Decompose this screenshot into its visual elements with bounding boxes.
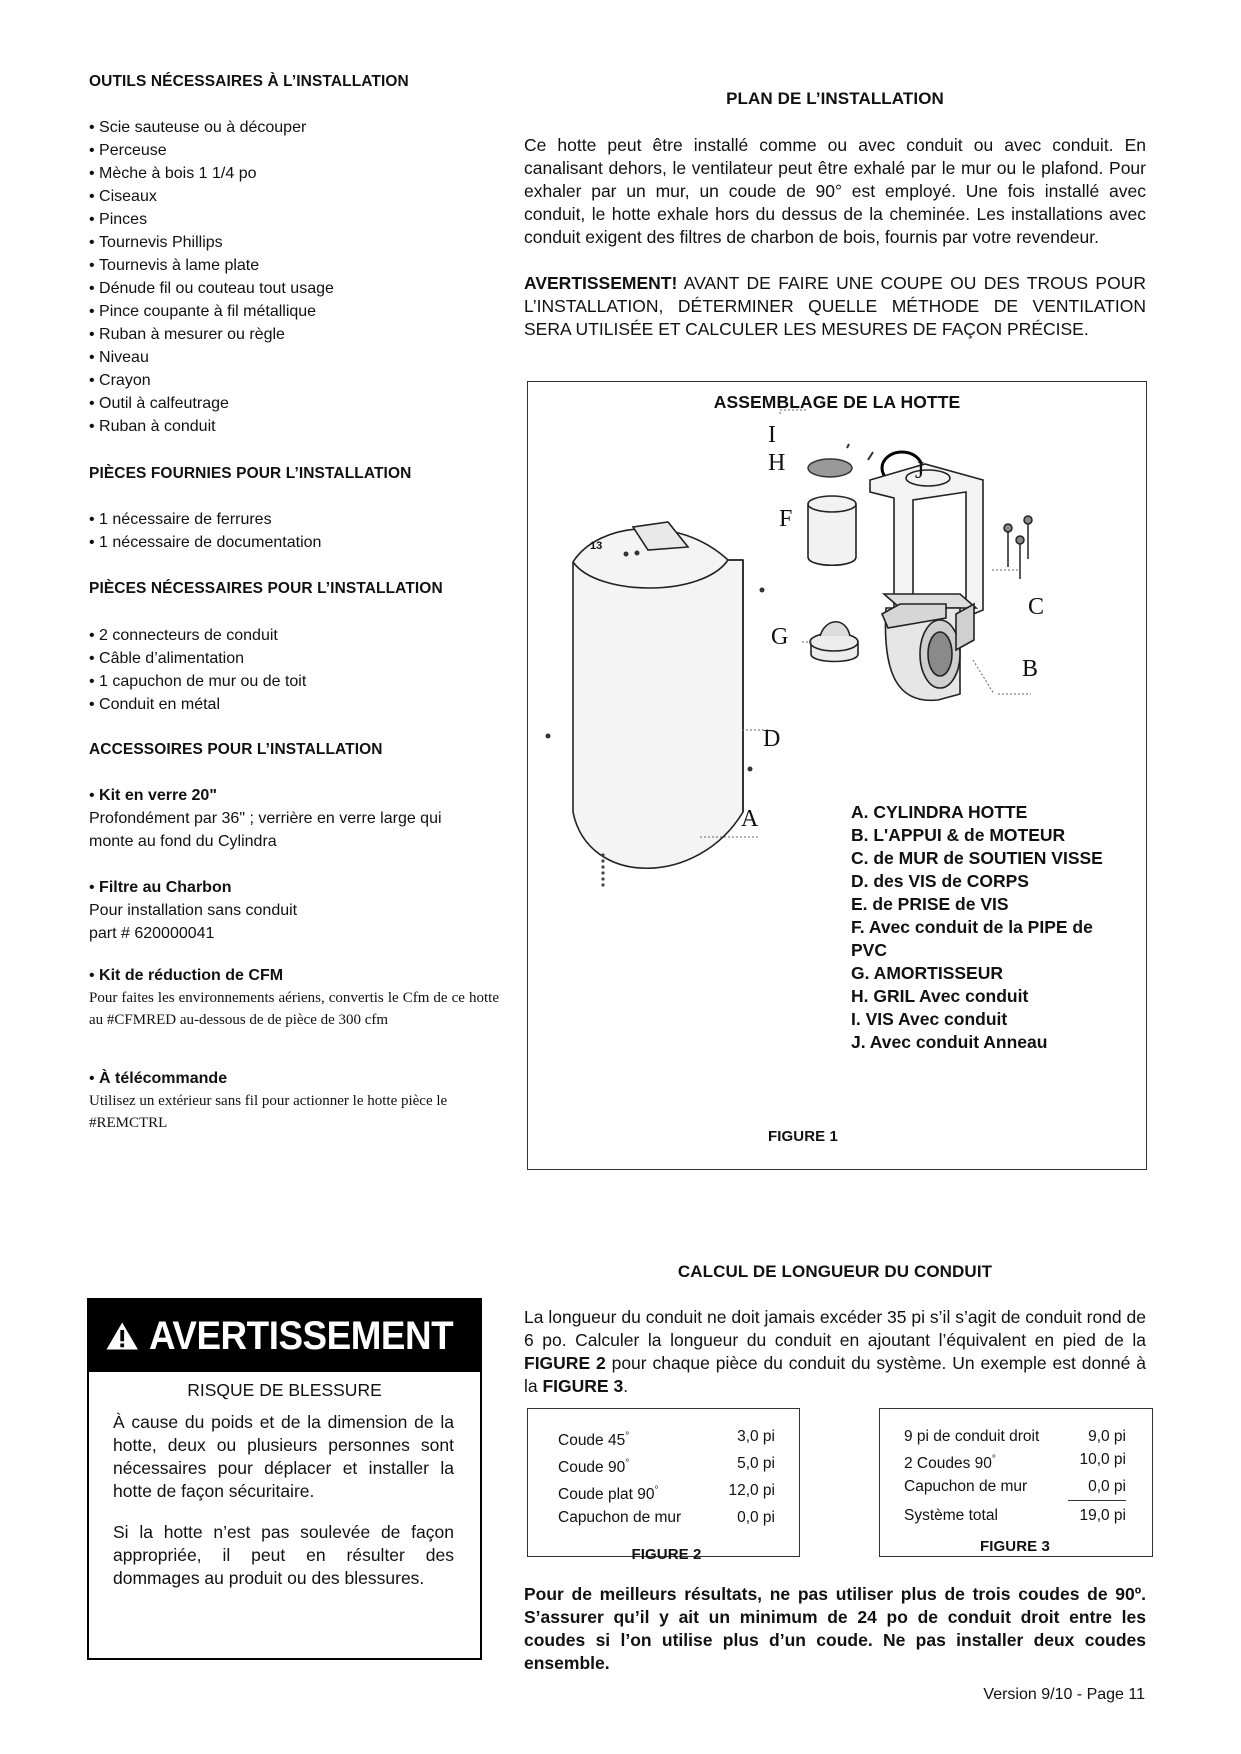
figure3-total [904,1504,1126,1527]
acc2-line2: part # 620000041 [89,925,215,942]
label-13: 13 [590,540,603,552]
acc1-text: Profondément par 36" ; verrière en verre large qui monte au fond du Cylindra [89,810,442,850]
row-label: Coude 45° [558,1431,630,1450]
legend-item: B. L'APPUI & de MOTEUR [851,825,1066,845]
row-value: 12,0 pi [728,1482,775,1500]
legend-item: H. GRIL Avec conduit [851,986,1029,1006]
label-c: C [1028,594,1045,620]
accessory-remote: • À télécommande Utilisez un extérieur sans fil pour actionner le hotte pièce le #REMCTRL [89,1067,499,1134]
warning-para2: Si la hotte n’est pas soulevée de façon appropriée, il peut en résulter des dommages au produit ou des blessures. [113,1522,454,1588]
total-value: 19,0 pi [1079,1507,1126,1525]
tools-list [89,116,469,438]
row-value: 0,0 pi [737,1509,775,1527]
label-f: F [779,506,793,532]
accessories-heading: ACCESSOIRES POUR L’INSTALLATION [89,741,383,758]
tool-item: • Tournevis à lame plate [89,254,469,277]
supplied-list [89,508,469,554]
tool-item: • Pince coupante à fil métallique [89,300,469,323]
legend-item: I. VIS Avec conduit [851,1009,1008,1029]
tool-item: • Tournevis Phillips [89,231,469,254]
row-value: 10,0 pi [1079,1451,1126,1468]
row-value: 3,0 pi [737,1428,775,1445]
legend-item: E. de PRISE de VIS [851,894,1009,914]
tool-item: • Scie sauteuse ou à découper [89,116,469,139]
tool-item: • Niveau [89,346,469,369]
row-value: 9,0 pi [1088,1428,1126,1445]
warning-para1: À cause du poids et de la dimension de la hotte, deux ou plusieurs personnes sont nécessaires pour déplacer et installer la hotte de façon sécuritaire. [113,1412,454,1501]
tools-heading: OUTILS NÉCESSAIRES À L’INSTALLATION [89,73,409,90]
legend-item: D. des VIS de CORPS [851,871,1029,891]
figure3-rows [904,1425,1126,1498]
label-b: B [1022,656,1039,682]
accessory-cfm-kit: • Kit de réduction de CFM Pour faites les environnements aériens, convertis le Cfm de ce hotte au #CFMRED au-dessous de de pièce de 300 cfm [89,964,499,1031]
duct-bold-note: Pour de meilleurs résultats, ne pas utiliser plus de trois coudes de 90º. S’assurer qu’il y ait un minimum de 24 po de conduit droit entre les coudes si l’on utilise plus d’un coude. Ne pas installer deux coudes ensemble. [524,1584,1146,1673]
acc3-title: Kit de réduction de CFM [99,967,284,984]
label-h: H [768,450,786,476]
figure2-box [527,1408,800,1564]
required-list [89,624,469,716]
table-row [558,1506,775,1529]
legend-item: J. Avec conduit Anneau [851,1032,1048,1052]
label-i: I [768,422,776,448]
row-value: 0,0 pi [1088,1478,1126,1496]
label-a: A [741,806,759,832]
motor-bracket-part [870,464,983,700]
acc1-title: Kit en verre 20" [99,787,217,804]
supplied-heading: PIÈCES FOURNIES POUR L’INSTALLATION [89,465,412,482]
row-value: 5,0 pi [737,1455,775,1473]
total-rule [1068,1500,1126,1501]
supplied-item: • 1 nécessaire de documentation [89,531,469,554]
figure2-rows [558,1425,775,1529]
duct-text: La longueur du conduit ne doit jamais excéder 35 pi s’il s’agit de conduit rond de 6 po. Calculer la longueur du conduit en ajoutant l’équivalent en pied de la FIGURE 2 pour chaque pièce du conduit du système. Un exemple est donné à la FIGURE 3. [524,1307,1146,1396]
warning-lead: AVERTISSEMENT! [524,273,678,293]
tool-item: • Ruban à conduit [89,415,469,438]
acc2-title: Filtre au Charbon [99,879,232,896]
row-label: Coude plat 90° [558,1485,659,1504]
grill-part [808,459,852,477]
required-item: • 2 connecteurs de conduit [89,624,469,647]
acc4-text: Utilisez un extérieur sans fil pour actionner le hotte pièce le #REMCTRL [89,1093,448,1131]
table-row [558,1425,775,1452]
tool-item: • Dénude fil ou couteau tout usage [89,277,469,300]
warning-triangle-icon [105,1316,139,1356]
tool-item: • Ciseaux [89,185,469,208]
table-row [558,1452,775,1479]
tool-item: • Perceuse [89,139,469,162]
row-label: 9 pi de conduit droit [904,1428,1040,1445]
figure1-caption: FIGURE 1 [768,1128,838,1145]
install-warning [524,272,1146,341]
accessory-charcoal-filter: • Filtre au Charbon Pour installation sans conduit part # 620000041 [89,876,509,945]
acc3-text: Pour faites les environnements aériens, convertis le Cfm de ce hotte au #CFMRED au-dessous de de pièce de 300 cfm [89,990,499,1028]
row-label: 2 Coudes 90° [904,1454,996,1473]
accessory-glass-kit: • Kit en verre 20" Profondément par 36" ; verrière en verre large qui monte au fond du Cylindra [89,784,509,853]
tool-item: • Pinces [89,208,469,231]
warning-title: AVERTISSEMENT [149,1313,454,1358]
duct-heading: CALCUL DE LONGUEUR DU CONDUIT [677,1262,993,1281]
warning-box [87,1298,482,1660]
legend-item: C. de MUR de SOUTIEN VISSE [851,848,1103,868]
warning-text: AVANT DE FAIRE UNE COUPE OU DES TROUS POUR L’INSTALLATION, DÉTERMINER QUELLE MÉTHODE DE VENTILATION SERA UTILISÉE ET CALCULER LES MESURES DE FAÇON PRÉCISE. [524,273,1146,339]
row-label: Capuchon de mur [558,1509,682,1527]
legend-item: G. AMORTISSEUR [851,963,1003,983]
legend-item: F. Avec conduit de la PIPE de PVC [851,917,1093,960]
figure1-legend [851,801,1121,1054]
required-item: • Câble d’alimentation [89,647,469,670]
acc2-line1: Pour installation sans conduit [89,902,298,919]
acc4-title: À télécommande [99,1070,228,1087]
tool-item: • Mèche à bois 1 1/4 po [89,162,469,185]
table-row [904,1475,1126,1498]
tool-item: • Outil à calfeutrage [89,392,469,415]
figure2-caption: FIGURE 2 [631,1546,702,1564]
damper-part [810,622,858,662]
table-row [558,1479,775,1506]
warning-banner [89,1300,480,1372]
label-g: G [771,624,789,650]
table-row [904,1425,1126,1448]
label-d: D [763,726,781,752]
page-footer: Version 9/10 - Page 11 [983,1686,1145,1703]
row-label: Coude 90° [558,1458,630,1477]
supplied-item: • 1 nécessaire de ferrures [89,508,469,531]
figure3-caption: FIGURE 3 [980,1538,1050,1556]
plan-text: Ce hotte peut être installé comme ou avec conduit ou avec conduit. En canalisant dehors, le ventilateur peut être exhalé par le mur ou le plafond. Pour exhaler par un mur, un coude de 90° est employé. Une fois installé avec conduit, le hotte exhale hors du dessus de la cheminée. Les installations avec conduit exigent des filtres de charbon de bois, fournis par votre revendeur. [524,135,1146,247]
required-item: • Conduit en métal [89,693,469,716]
figure1-title: ASSEMBLAGE DE LA HOTTE [713,392,961,412]
warning-subtitle: RISQUE DE BLESSURE [187,1380,382,1400]
figure3-box [879,1408,1153,1557]
cylinder-hood [573,522,743,887]
pvc-pipe-part [808,496,856,565]
required-heading: PIÈCES NÉCESSAIRES POUR L’INSTALLATION [89,580,443,597]
table-row [904,1448,1126,1475]
plan-heading: PLAN DE L’INSTALLATION [726,89,944,108]
figure1-box [527,381,1147,1170]
legend-item: A. CYLINDRA HOTTE [851,802,1028,822]
total-label: Système total [904,1507,998,1525]
tool-item: • Crayon [89,369,469,392]
tool-item: • Ruban à mesurer ou règle [89,323,469,346]
label-j: J [915,458,925,484]
required-item: • 1 capuchon de mur ou de toit [89,670,469,693]
row-label: Capuchon de mur [904,1478,1028,1496]
